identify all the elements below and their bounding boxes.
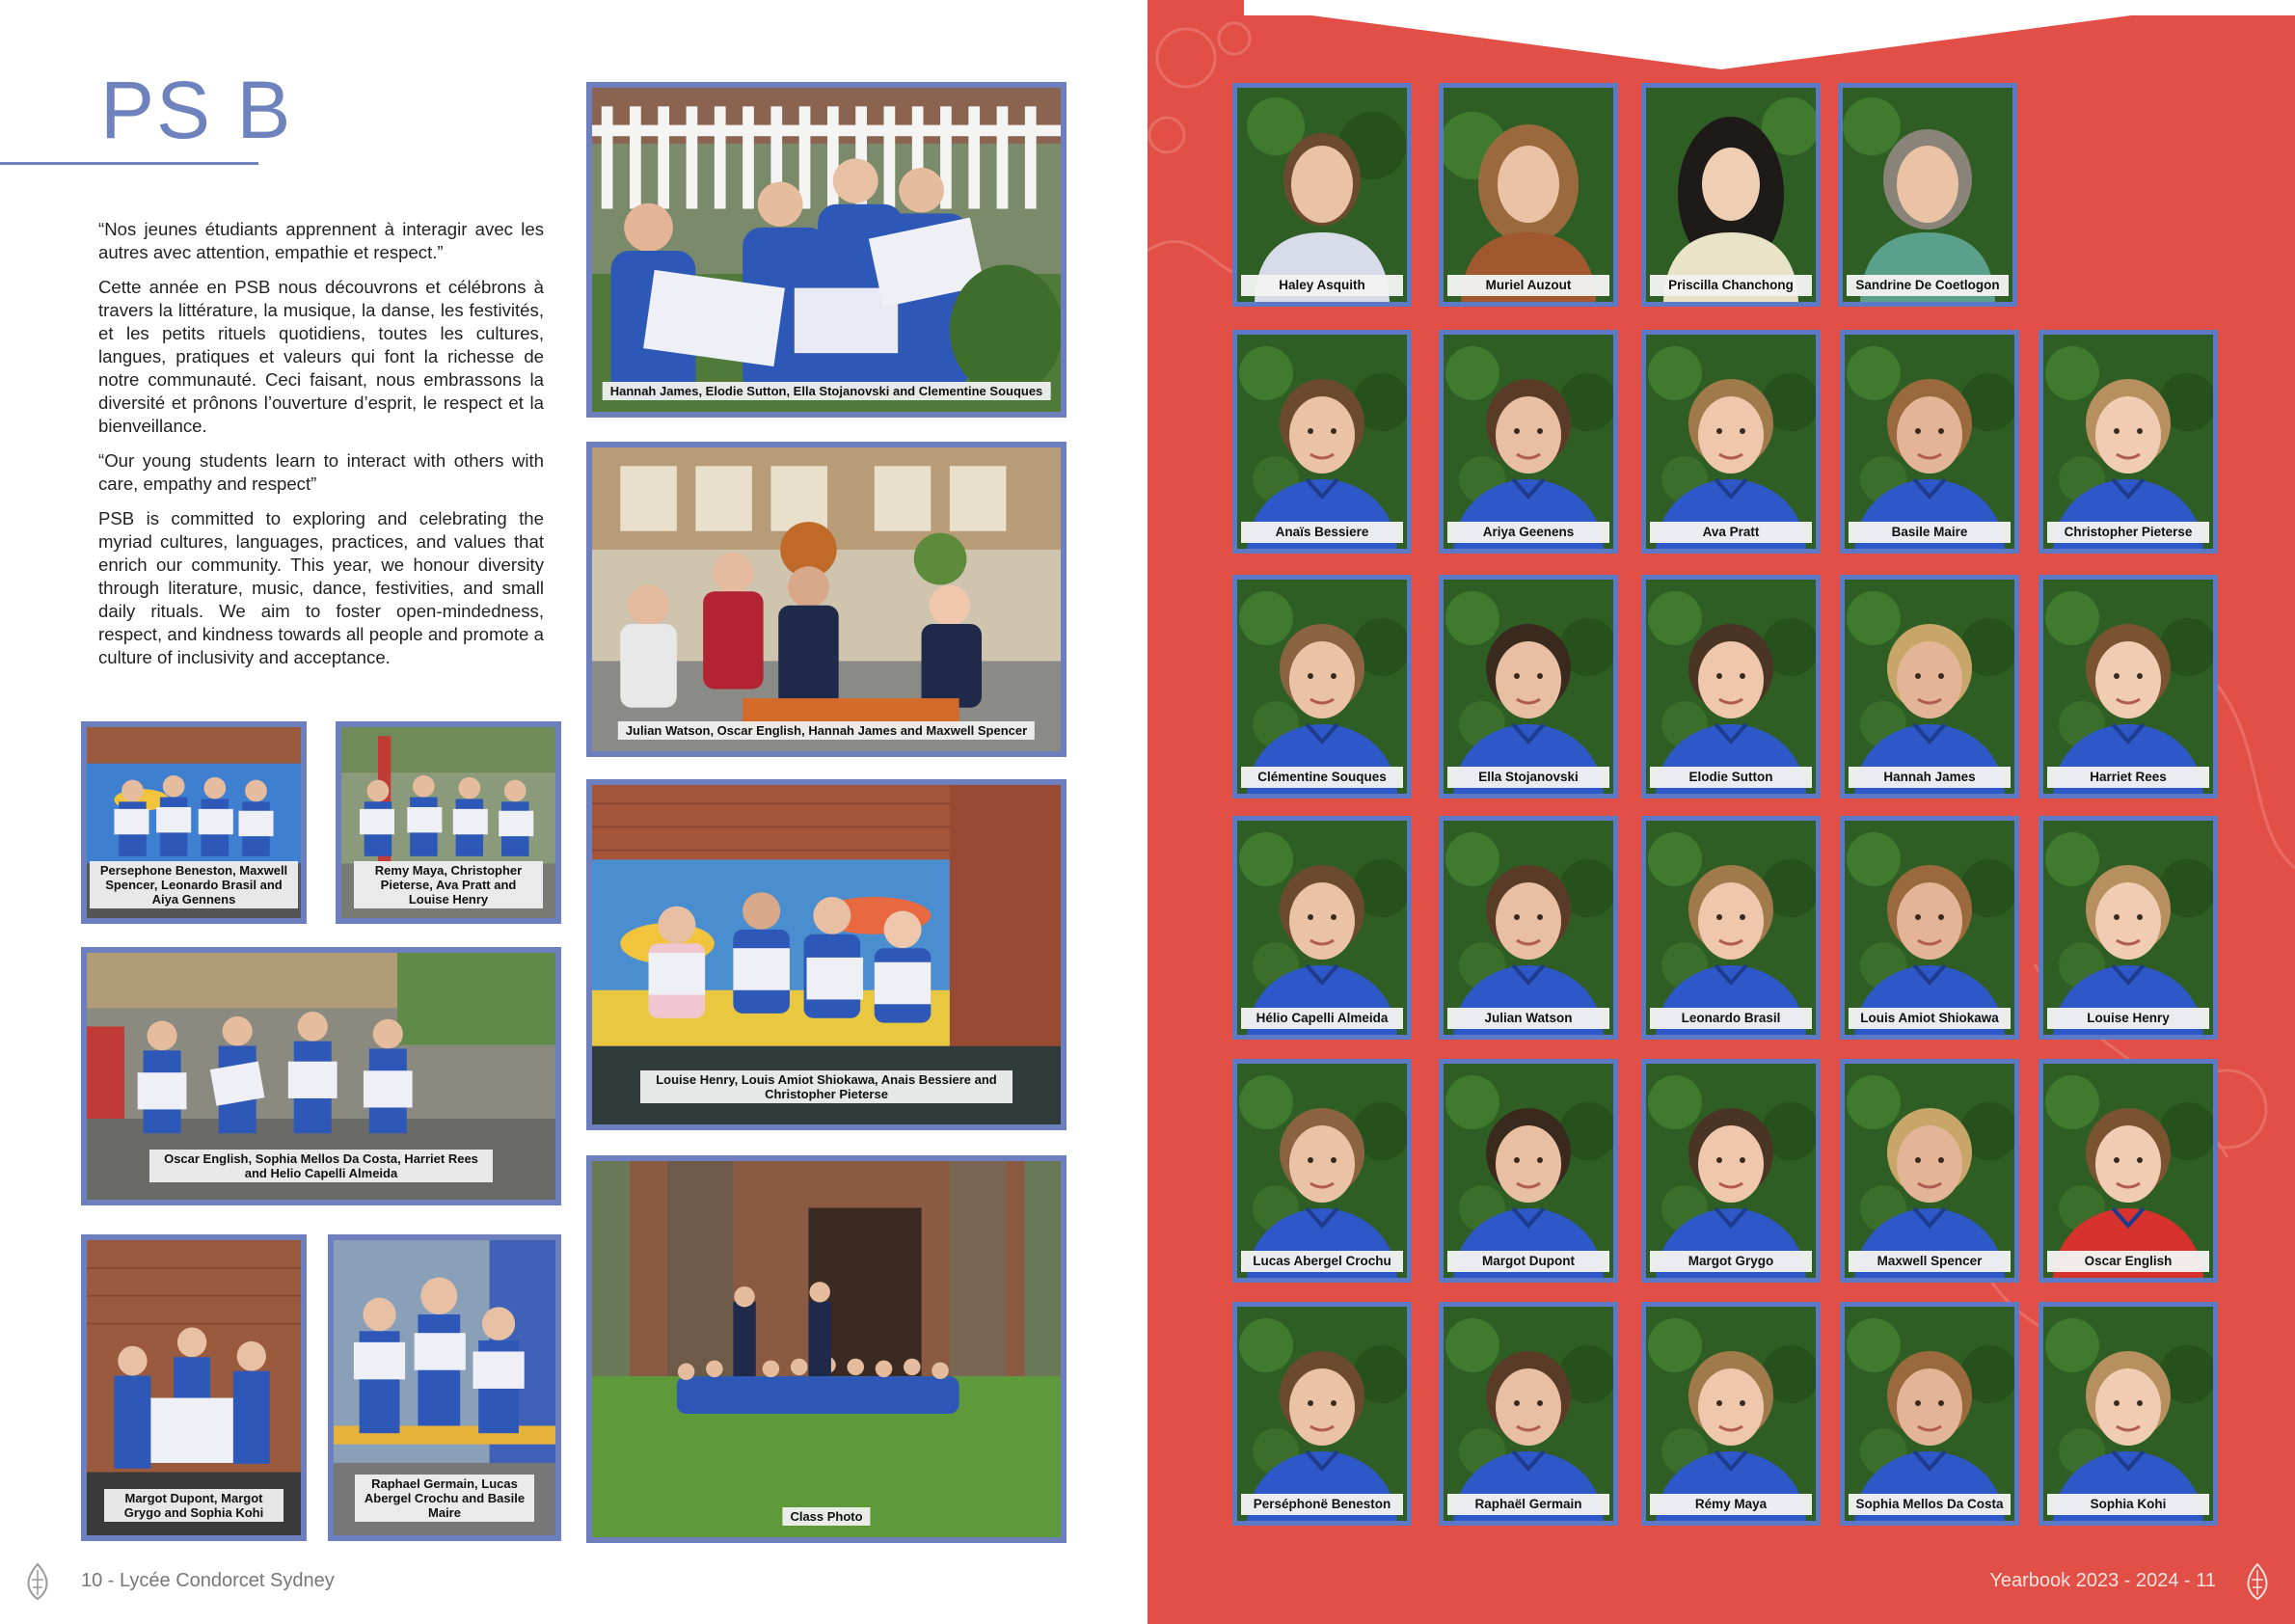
- right-page: [1148, 0, 2295, 1624]
- portrait-name: Margot Dupont: [1447, 1251, 1609, 1272]
- staff-portrait: [1232, 83, 1412, 307]
- portrait-name: Ava Pratt: [1650, 522, 1812, 543]
- title-underline: [0, 162, 258, 165]
- photo-remy-christopher-ava-louise: [336, 721, 561, 924]
- portrait-photo: [2043, 580, 2213, 794]
- portrait-name: Christopher Pieterse: [2047, 522, 2209, 543]
- portrait-photo: [1845, 335, 2014, 549]
- school-crest-icon: [2243, 1562, 2272, 1601]
- portrait-name: Sophia Mellos Da Costa: [1849, 1494, 2011, 1515]
- portrait-name: Ella Stojanovski: [1447, 767, 1609, 788]
- portrait-name: Hélio Capelli Almeida: [1241, 1008, 1403, 1029]
- footer-page-number: 10 - Lycée Condorcet Sydney: [81, 1570, 335, 1591]
- photo-louise-louis-anais-christopher: [586, 779, 1066, 1130]
- staff-portrait: [1641, 83, 1821, 307]
- photo-caption: Persephone Beneston, Maxwell Spencer, Leonardo Brasil and Aiya Gennens: [90, 861, 298, 908]
- student-portrait: [2038, 1302, 2218, 1526]
- portrait-name: Julian Watson: [1447, 1008, 1609, 1029]
- student-portrait: [1641, 1302, 1821, 1526]
- student-portrait: [2038, 330, 2218, 554]
- portrait-name: Elodie Sutton: [1650, 767, 1812, 788]
- portrait-name: Anaïs Bessiere: [1241, 522, 1403, 543]
- portrait-photo: [1444, 580, 1613, 794]
- photo-caption: Margot Dupont, Margot Grygo and Sophia Kohi: [104, 1489, 284, 1522]
- student-portrait: [1840, 1059, 2019, 1283]
- portrait-name: Oscar English: [2047, 1251, 2209, 1272]
- portrait-name: Sophia Kohi: [2047, 1494, 2209, 1515]
- portrait-name: Raphaël Germain: [1447, 1494, 1609, 1515]
- portrait-photo: [2043, 1064, 2213, 1278]
- portrait-photo: [1237, 335, 1407, 549]
- portrait-name: Lucas Abergel Crochu: [1241, 1251, 1403, 1272]
- portrait-photo: [1845, 1307, 2014, 1521]
- portrait-photo: [1237, 1307, 1407, 1521]
- portrait-photo: [1237, 1064, 1407, 1278]
- portrait-photo: [1646, 335, 1816, 549]
- student-portrait: [2038, 816, 2218, 1040]
- student-portrait: [1641, 330, 1821, 554]
- portrait-name: Margot Grygo: [1650, 1251, 1812, 1272]
- staff-portrait: [1838, 83, 2017, 307]
- photo-margot-margot-sophia: [81, 1234, 307, 1541]
- portrait-photo: [1444, 335, 1613, 549]
- school-crest-icon: [23, 1562, 52, 1601]
- portrait-name: Sandrine De Coetlogon: [1847, 275, 2009, 296]
- portrait-photo: [1444, 1307, 1613, 1521]
- staff-portrait: [1439, 83, 1618, 307]
- student-portrait: [2038, 575, 2218, 798]
- student-portrait: [1641, 575, 1821, 798]
- photo-oscar-sophia-harriet-helio: [81, 947, 561, 1205]
- photo-persephone-maxwell-leonardo-aiya: [81, 721, 307, 924]
- portrait-name: Muriel Auzout: [1447, 275, 1609, 296]
- photo-caption: Raphael Germain, Lucas Abergel Crochu and Basile Maire: [355, 1475, 534, 1522]
- portrait-name: Priscilla Chanchong: [1650, 275, 1812, 296]
- footer-page-number: Yearbook 2023 - 2024 - 11: [1989, 1570, 2216, 1591]
- page-title: PS B: [100, 65, 293, 155]
- portrait-photo: [1646, 821, 1816, 1035]
- student-portrait: [1232, 330, 1412, 554]
- photo-caption: Remy Maya, Christopher Pieterse, Ava Pratt and Louise Henry: [354, 861, 543, 908]
- student-portrait: [1840, 575, 2019, 798]
- photo-image: [592, 1161, 1061, 1537]
- portrait-photo: [1444, 88, 1613, 302]
- portrait-photo: [2043, 335, 2213, 549]
- portrait-photo: [1845, 1064, 2014, 1278]
- student-portrait: [1641, 1059, 1821, 1283]
- portrait-photo: [1646, 1064, 1816, 1278]
- photo-caption: Julian Watson, Oscar English, Hannah James and Maxwell Spencer: [618, 721, 1035, 740]
- portrait-photo: [1646, 1307, 1816, 1521]
- portrait-photo: [1845, 580, 2014, 794]
- photo-caption: Class Photo: [782, 1507, 870, 1526]
- intro-paragraph-fr: Cette année en PSB nous découvrons et célébrons à travers la littérature, la musique, la danse, les festivités, et les petits rituels quotidiens, toutes les cultures, langues, pratiques et valeurs qui font la richesse de notre communauté. Ceci faisant, nous embrassons la diversité et prônons l’ouverture d’esprit, le respect et la bienveillance.: [98, 277, 544, 436]
- portrait-photo: [1237, 821, 1407, 1035]
- intro-text: [98, 218, 544, 681]
- student-portrait: [1439, 816, 1618, 1040]
- student-portrait: [2038, 1059, 2218, 1283]
- portrait-photo: [1646, 88, 1816, 302]
- student-portrait: [1641, 816, 1821, 1040]
- portrait-photo: [1646, 580, 1816, 794]
- portrait-name: Harriet Rees: [2047, 767, 2209, 788]
- portrait-name: Haley Asquith: [1241, 275, 1403, 296]
- photo-raphael-lucas-basile: [328, 1234, 561, 1541]
- photo-image: [592, 88, 1061, 412]
- intro-paragraph-fr-quote: “Nos jeunes étudiants apprennent à interagir avec les autres avec attention, empathie et respect.”: [98, 219, 544, 262]
- portrait-name: Hannah James: [1849, 767, 2011, 788]
- portrait-name: Louis Amiot Shiokawa: [1849, 1008, 2011, 1029]
- photo-caption: Louise Henry, Louis Amiot Shiokawa, Anais Bessiere and Christopher Pieterse: [640, 1070, 1012, 1103]
- portrait-photo: [2043, 1307, 2213, 1521]
- photo-caption: Oscar English, Sophia Mellos Da Costa, Harriet Rees and Helio Capelli Almeida: [149, 1150, 493, 1182]
- student-portrait: [1439, 330, 1618, 554]
- student-portrait: [1439, 1059, 1618, 1283]
- portrait-name: Louise Henry: [2047, 1008, 2209, 1029]
- photo-image: [592, 447, 1061, 751]
- portrait-photo: [1843, 88, 2012, 302]
- student-portrait: [1232, 816, 1412, 1040]
- student-portrait: [1232, 1059, 1412, 1283]
- portrait-photo: [1237, 88, 1407, 302]
- portrait-name: Ariya Geenens: [1447, 522, 1609, 543]
- student-portrait: [1439, 575, 1618, 798]
- portrait-photo: [1444, 821, 1613, 1035]
- photo-julian-oscar-hannah-maxwell: [586, 442, 1066, 757]
- portrait-photo: [1845, 821, 2014, 1035]
- portrait-name: Perséphonë Beneston: [1241, 1494, 1403, 1515]
- portrait-photo: [1444, 1064, 1613, 1278]
- student-portrait: [1232, 575, 1412, 798]
- portrait-name: Clémentine Souques: [1241, 767, 1403, 788]
- intro-paragraph-en: PSB is committed to exploring and celebrating the myriad cultures, languages, practices, and values that enrich our community. This year, we honour diversity through literature, music, dance, festivities, and small daily rituals. We aim to foster open-mindedness, respect, and kindness towards all people and promote a culture of inclusivity and acceptance.: [98, 508, 544, 667]
- portrait-photo: [1237, 580, 1407, 794]
- portrait-name: Rémy Maya: [1650, 1494, 1812, 1515]
- photo-caption: Hannah James, Elodie Sutton, Ella Stojanovski and Clementine Souques: [603, 382, 1051, 400]
- student-portrait: [1840, 1302, 2019, 1526]
- portrait-name: Basile Maire: [1849, 522, 2011, 543]
- portrait-name: Maxwell Spencer: [1849, 1251, 2011, 1272]
- photo-class: [586, 1155, 1066, 1543]
- student-portrait: [1232, 1302, 1412, 1526]
- student-portrait: [1439, 1302, 1618, 1526]
- intro-paragraph-en-quote: “Our young students learn to interact with others with care, empathy and respect”: [98, 450, 544, 494]
- photo-hannah-elodie-ella-clementine: [586, 82, 1066, 418]
- portrait-name: Leonardo Brasil: [1650, 1008, 1812, 1029]
- student-portrait: [1840, 816, 2019, 1040]
- portrait-photo: [2043, 821, 2213, 1035]
- student-portrait: [1840, 330, 2019, 554]
